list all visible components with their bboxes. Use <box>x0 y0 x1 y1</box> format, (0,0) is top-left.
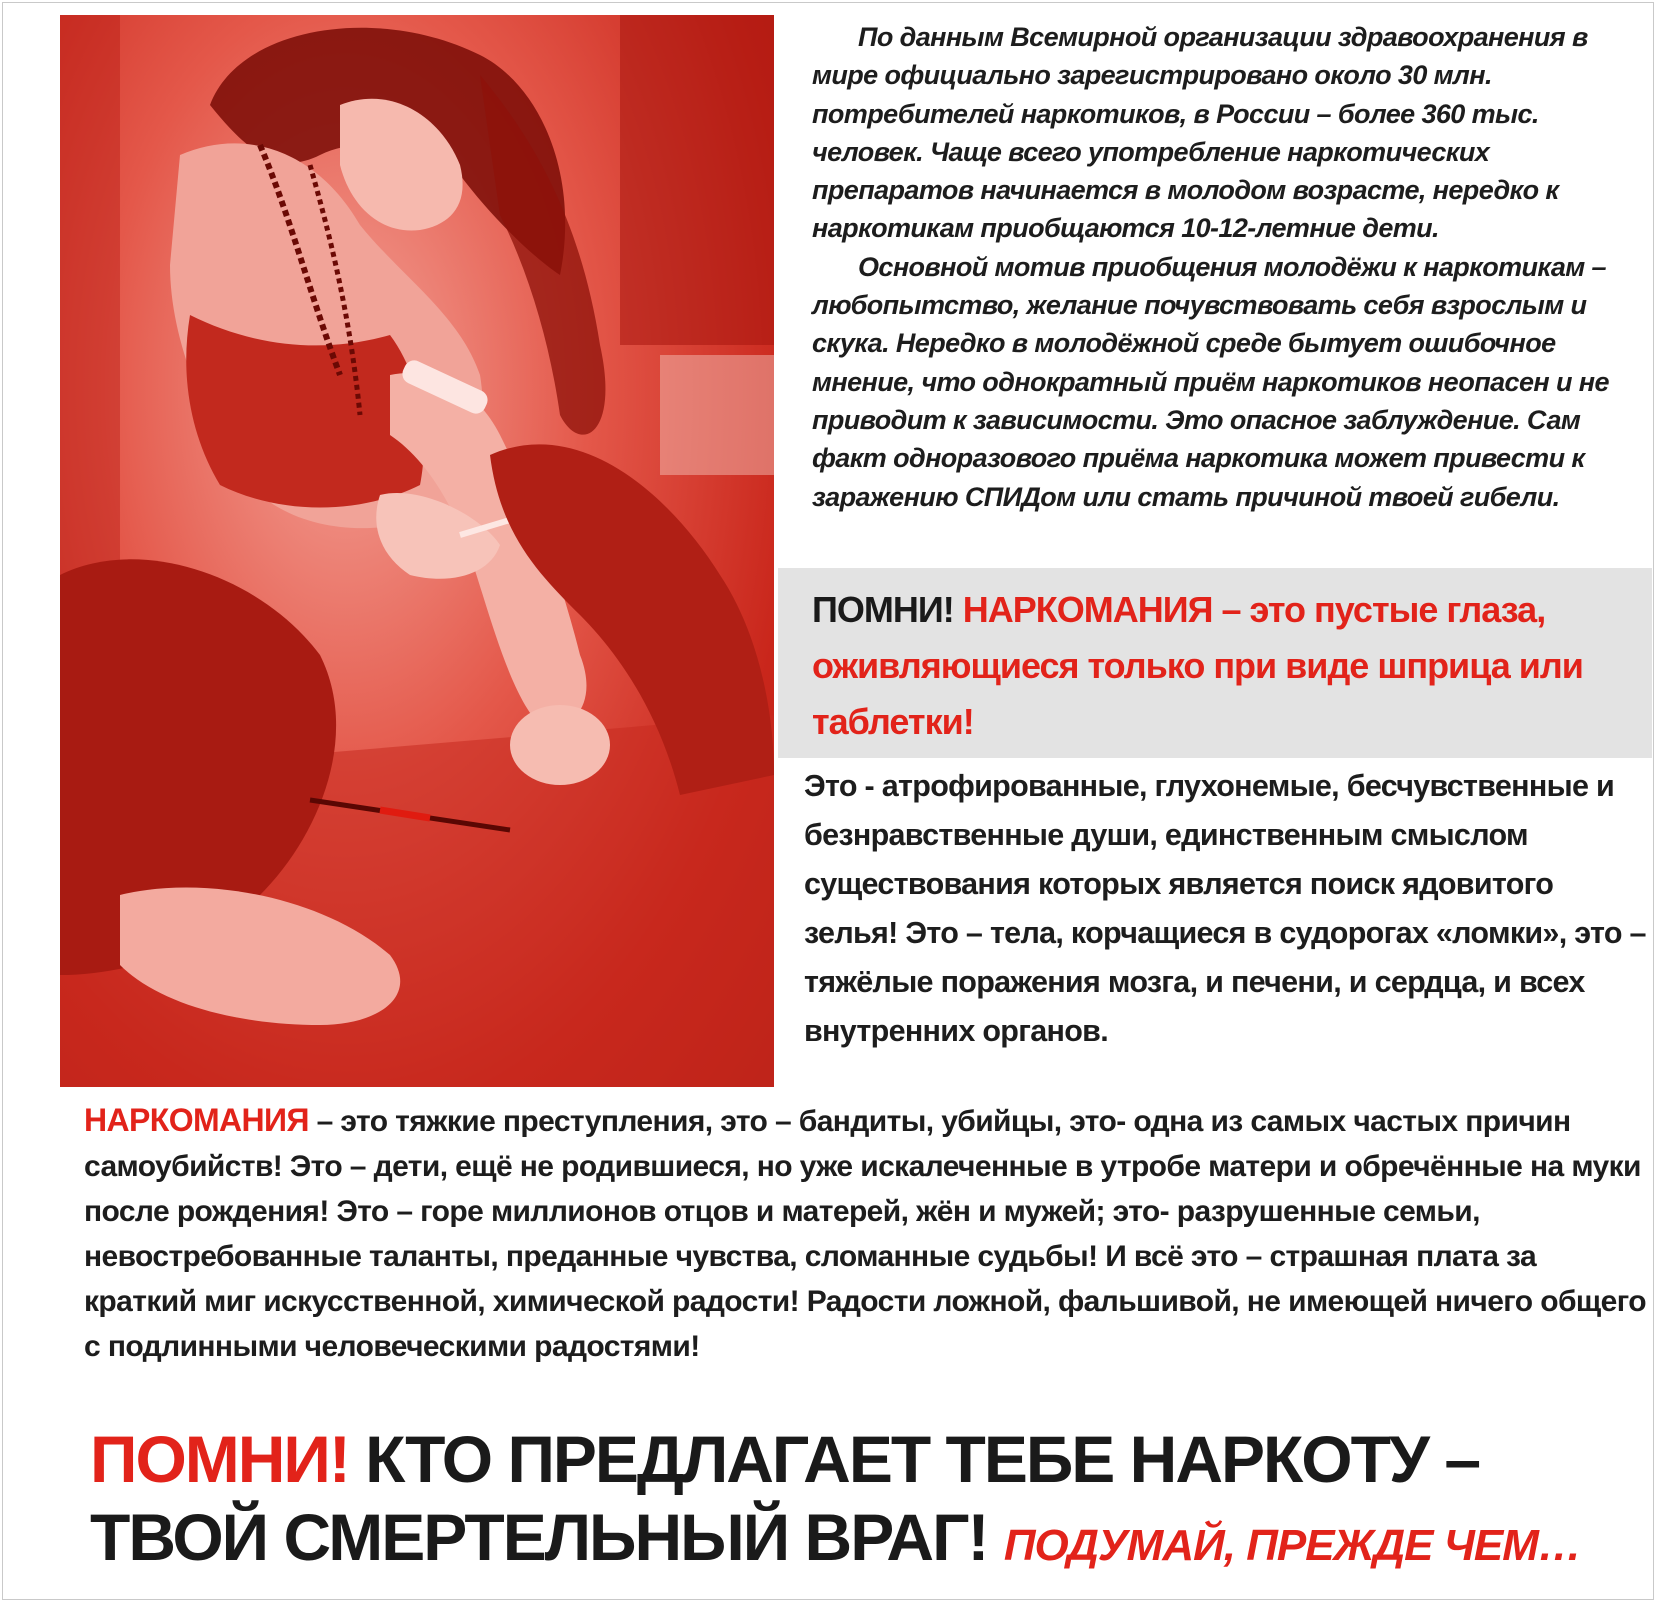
think-before-text: ПОДУМАЙ, ПРЕЖДЕ ЧЕМ… <box>1003 1521 1581 1570</box>
intro-paragraph-1: По данным Всемирной организации здравоохранения в мире официально зарегистрировано около 30 млн. потребителей наркотиков, в России – более 360 тыс. человек. Чаще всего употребление наркотических препаратов начинается в молодом возрасте, нередко к наркотикам приобщаются 10-12-летние дети. <box>812 22 1588 244</box>
slogan-line1-text: КТО ПРЕДЛАГАЕТ ТЕБЕ НАРКОТУ – <box>348 1422 1480 1496</box>
paragraph-keyword: НАРКОМАНИЯ <box>84 1102 309 1138</box>
intro-paragraph-2: Основной мотив приобщения молодёжи к наркотикам – любопытство, желание почувствовать себя взрослым и скука. Нередко в молодёжной среде бытует ошибочное мнение, что однократный приём наркотиков неопасен и не приводит к зависимости. Это опасное заблуждение. Сам факт одноразового приёма наркотика может привести к заражению СПИДом или стать причиной твоей гибели. <box>812 251 1609 512</box>
person-injection-photo-icon <box>60 15 774 1087</box>
intro-text <box>812 18 1652 516</box>
callout-lead: ПОМНИ! <box>812 589 954 630</box>
addiction-description: Это - атрофированные, глухонемые, бесчувственные и безнравственные души, единственным смыслом существования которых является поиск ядовитого зелья! Это – тела, корчащиеся в судорогах «ломки», это – тяжёлые поражения мозга, и печени, и сердца, и всех внутренних органов. <box>804 769 1646 1048</box>
slogan-line2-text: ТВОЙ СМЕРТЕЛЬНЫЙ ВРАГ! <box>90 1500 988 1574</box>
paragraph-text: – это тяжкие преступления, это – бандиты, убийцы, это- одна из самых частых причин самоубийств! Это – дети, ещё не родившиеся, но уже искалеченные в утробе матери и обречённые на муки после рождения! Это – горе миллионов отцов и матерей, жён и мужей; это- разрушенные семьи, невостребованные таланты, преданные чувства, сломанные судьбы! И всё это – страшная плата за краткий миг искусственной, химической радости! Радости ложной, фальшивой, не имеющей ничего общего с подлинными человеческими радостями! <box>84 1105 1646 1363</box>
slogan-lead: ПОМНИ! <box>90 1422 349 1496</box>
addiction-consequences <box>84 1098 1652 1369</box>
slogan <box>90 1420 1650 1585</box>
callout-text <box>812 582 1652 750</box>
slogan-line-1 <box>90 1420 1650 1498</box>
callout-message: НАРКОМАНИЯ – это пустые глаза, оживляющиеся только при виде шприца или таблетки! <box>812 589 1583 742</box>
poster-photo <box>60 15 774 1087</box>
slogan-line-2 <box>90 1498 1650 1585</box>
